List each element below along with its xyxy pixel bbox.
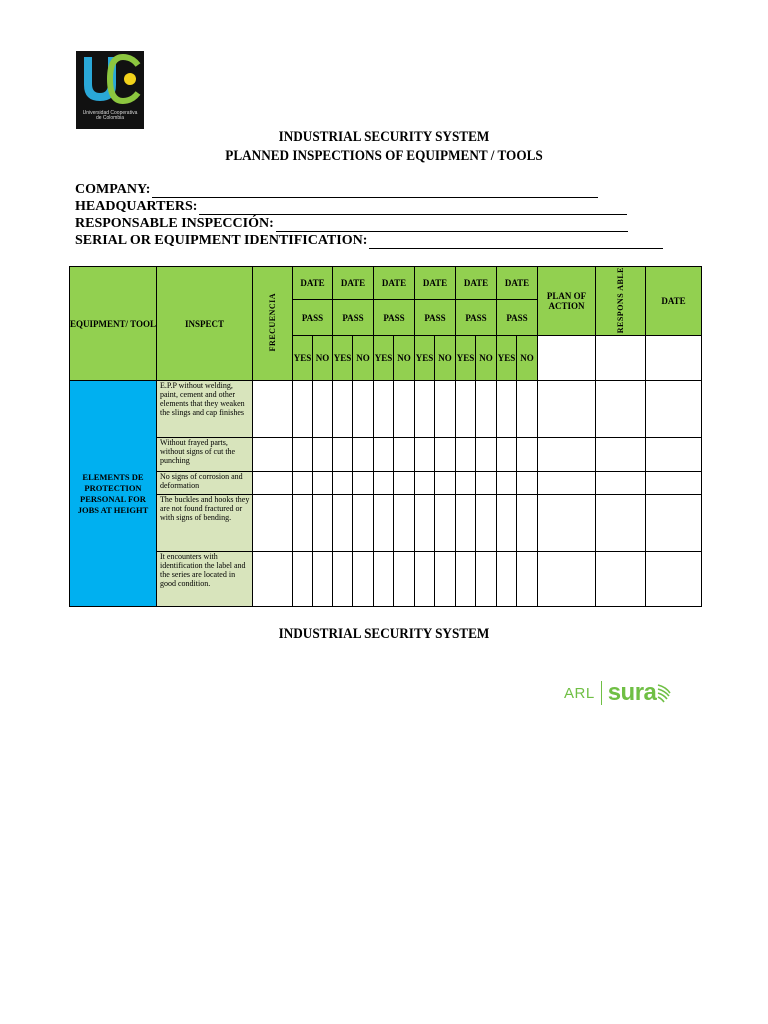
no-header: NO [435,336,456,381]
inspect-item: It encounters with identification the label and the series are located in good condition. [157,552,253,607]
plan-cell[interactable] [538,336,596,381]
date-header: DATE [293,267,333,300]
inspect-item: The buckles and hooks they are not found fractured or with signs of bending. [157,495,253,552]
yes-header: YES [497,336,517,381]
logo-caption: Universidad Cooperativa de Colombia [82,110,138,121]
no-header: NO [353,336,374,381]
inspect-item: E.P.P without welding, paint, cement and other elements that they weaken the slings and cap finishes [157,381,253,438]
frequency-header: FRECUENCIA [253,267,293,381]
yes-header: YES [456,336,476,381]
pass-header: PASS [374,300,415,336]
headquarters-field[interactable]: HEADQUARTERS: [75,198,663,215]
responsable-field[interactable]: RESPONSABLE INSPECCIÓN: [75,215,663,232]
element-group-label: ELEMENTS DE PROTECTION PERSONAL FOR JOBS AT HEIGHT [70,381,157,607]
yes-header: YES [333,336,353,381]
pass-header: PASS [293,300,333,336]
arl-text: ARL [564,684,595,702]
sura-wing-icon [656,681,672,705]
plan-header: PLAN OF ACTION [538,267,596,336]
serial-field[interactable]: SERIAL OR EQUIPMENT IDENTIFICATION: [75,232,663,249]
pass-header: PASS [456,300,497,336]
arl-sura-logo [564,679,672,707]
date-header: DATE [456,267,497,300]
date-header: DATE [497,267,538,300]
table-row [70,472,702,495]
university-logo [76,51,144,129]
date-header: DATE [374,267,415,300]
no-header: NO [394,336,415,381]
final-date-header: DATE [646,267,702,336]
yes-header: YES [415,336,435,381]
no-header: NO [476,336,497,381]
responsable-header: RESPONS ABLE [596,267,646,336]
sura-text: sura [607,679,657,706]
pass-header: PASS [415,300,456,336]
table-row [70,495,702,552]
no-header: NO [313,336,333,381]
table-row [70,552,702,607]
table-row [70,381,702,438]
equipment-header: EQUIPMENT/ TOOL [70,267,157,381]
yes-header: YES [374,336,394,381]
table-row [70,438,702,472]
inspect-item: Without frayed parts, without signs of cut the punching [157,438,253,472]
footer-title: INDUSTRIAL SECURITY SYSTEM [278,626,490,642]
no-header: NO [517,336,538,381]
pass-header: PASS [333,300,374,336]
date-header: DATE [415,267,456,300]
pass-header: PASS [497,300,538,336]
inspect-header: INSPECT [157,267,253,381]
page-subtitle: PLANNED INSPECTIONS OF EQUIPMENT / TOOLS [225,148,543,164]
uc-logo-icon [76,51,144,111]
header-fields [75,181,663,249]
page-title: INDUSTRIAL SECURITY SYSTEM [278,129,490,145]
date-cell[interactable] [646,336,702,381]
company-field[interactable]: COMPANY: [75,181,663,198]
inspect-item: No signs of corrosion and deformation [157,472,253,495]
yes-header: YES [293,336,313,381]
date-header: DATE [333,267,374,300]
responsable-cell[interactable] [596,336,646,381]
inspection-table [69,266,702,607]
